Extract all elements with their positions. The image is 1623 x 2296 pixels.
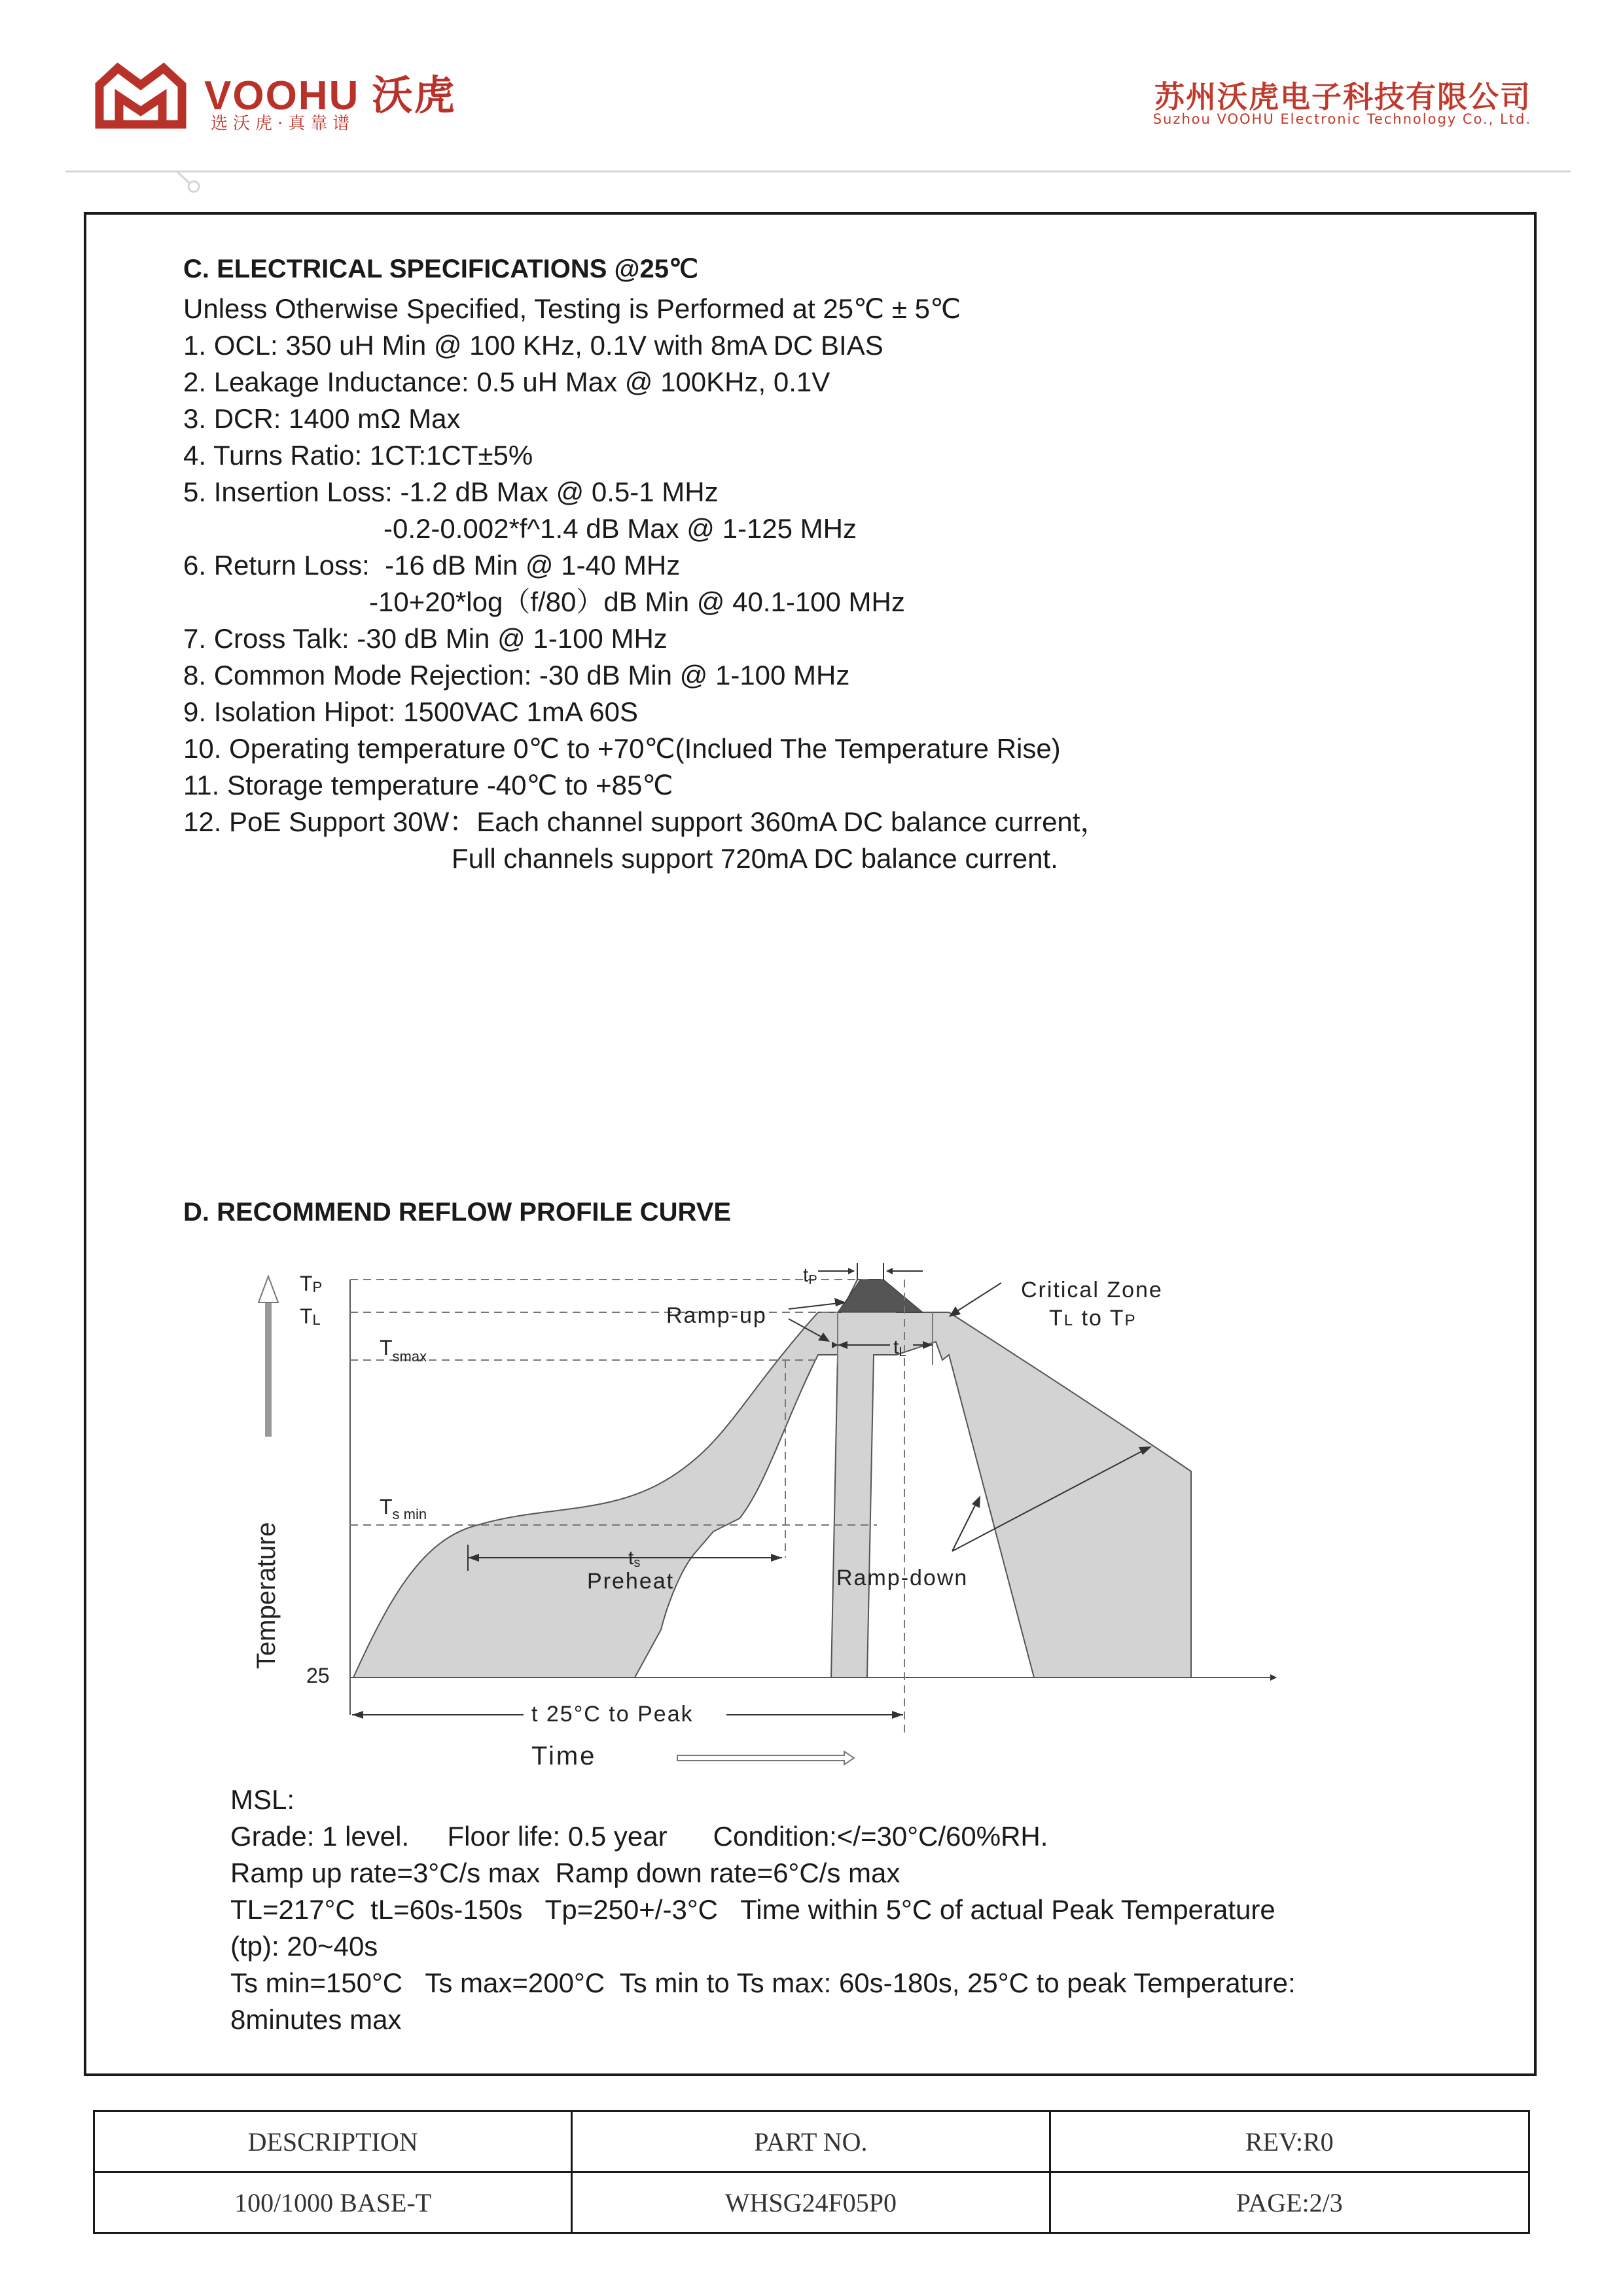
critical-zone-label: Critical Zone [1021, 1278, 1163, 1302]
footer-value-row [94, 2172, 1529, 2233]
footer-header-row [94, 2111, 1529, 2172]
y-label-tsmax: $T_{smax}$ [380, 1336, 427, 1365]
spec-line: 9. Isolation Hipot: 1500VAC 1mA 60S [183, 696, 638, 727]
ramp-down-arrow-1 [952, 1499, 978, 1551]
preheat-label: Preheat [587, 1569, 675, 1594]
spec-line: Unless Otherwise Specified, Testing is Performed at 25℃ ± 5℃ [183, 293, 961, 324]
ts-arrowhead-right [771, 1554, 782, 1562]
t25-peak-arrowhead-left [352, 1711, 363, 1719]
footer-header-description: DESCRIPTION [94, 2111, 572, 2172]
tl-label: tL [893, 1336, 906, 1359]
msl-line: TL=217°C tL=60s-150s Tp=250+/-3°C Time within 5°C of actual Peak Temperature [230, 1894, 1275, 1925]
reflow-area-fill [353, 1280, 1191, 1677]
msl-line: (tp): 20~40s [230, 1931, 378, 1962]
logo-text: VOOHU 沃虎 [204, 73, 456, 118]
header-divider [65, 169, 1571, 195]
logo-slogan: 选沃虎·真靠谱 [211, 114, 355, 134]
x-axis-title: Time [531, 1742, 597, 1770]
y-axis-title: Temperature [252, 1522, 281, 1669]
spec-line: -0.2-0.002*f^1.4 dB Max @ 1-125 MHz [383, 513, 857, 544]
spec-line: 10. Operating temperature 0℃ to +70℃(Inclued The Temperature Rise) [183, 733, 1061, 764]
y-label-tl: TL [300, 1304, 321, 1328]
spec-line: 7. Cross Talk: -30 dB Min @ 1-100 MHz [183, 623, 668, 654]
t25-peak-arrowhead-right [892, 1711, 903, 1719]
spec-line: 11. Storage temperature -40℃ to +85℃ [183, 770, 673, 800]
footer-description-value: 100/1000 BASE-T [94, 2172, 572, 2233]
company-name-cn: 苏州沃虎电子科技有限公司 [1154, 79, 1531, 115]
footer-page-value: PAGE:2/3 [1050, 2172, 1529, 2233]
msl-line: MSL: [230, 1784, 295, 1815]
ramp-down-label: Ramp-down [836, 1566, 969, 1590]
spec-line: 12. PoE Support 30W：Each channel support 360mA DC balance current， [183, 806, 1108, 837]
footer-title-block [93, 2110, 1530, 2234]
spec-line: 8. Common Mode Rejection: -30 dB Min @ 1-100 MHz [183, 660, 850, 691]
footer-part-no-value: WHSG24F05P0 [572, 2172, 1050, 2233]
electrical-spec-title: C. ELECTRICAL SPECIFICATIONS @25℃ [183, 255, 698, 283]
time-arrow-icon [677, 1751, 854, 1765]
reflow-profile-chart [242, 1263, 1289, 1780]
critical-zone-range-label: TL to TP [1049, 1306, 1137, 1331]
footer-header-rev: REV:R0 [1050, 2111, 1529, 2172]
y-label-tsmin: $T_{s min}$ [380, 1495, 427, 1522]
spec-line: 6. Return Loss: -16 dB Min @ 1-40 MHz [183, 550, 681, 581]
msl-line: Ts min=150°C Ts max=200°C Ts min to Ts max: 60s-180s, 25°C to peak Temperature: [230, 1967, 1296, 1998]
tp-label: tP [803, 1265, 817, 1287]
page-header [0, 0, 1623, 209]
ramp-down-arrowhead-1 [972, 1496, 980, 1508]
y-label-tp: TP [300, 1272, 323, 1295]
footer-header-part-no: PART NO. [572, 2111, 1050, 2172]
company-name-en: Suzhou VOOHU Electronic Technology Co., Ltd. [1152, 111, 1531, 127]
t25-peak-label: t 25°C to Peak [531, 1702, 694, 1727]
reflow-profile-title: D. RECOMMEND REFLOW PROFILE CURVE [183, 1198, 732, 1227]
spec-line: 5. Insertion Loss: -1.2 dB Max @ 0.5-1 MHz [183, 476, 719, 507]
spec-line: 1. OCL: 350 uH Min @ 100 KHz, 0.1V with 8mA DC BIAS [183, 330, 883, 361]
spec-line: -10+20*log（f/80）dB Min @ 40.1-100 MHz [369, 586, 905, 617]
y-label-25: 25 [306, 1664, 330, 1687]
spec-line: 3. DCR: 1400 mΩ Max [183, 403, 461, 434]
ramp-up-label: Ramp-up [666, 1303, 767, 1328]
voohu-logo-icon [92, 59, 190, 131]
critical-zone-arrowhead [949, 1306, 961, 1317]
msl-line: 8minutes max [230, 2004, 402, 2035]
critical-zone-arrow [952, 1283, 1001, 1314]
msl-notes [230, 1782, 1513, 2038]
spec-line: Full channels support 720mA DC balance current. [452, 843, 1058, 874]
spec-line: 2. Leakage Inductance: 0.5 uH Max @ 100KHz, 0.1V [183, 367, 830, 397]
temperature-arrowhead-icon [259, 1276, 278, 1302]
msl-line: Ramp up rate=3°C/s max Ramp down rate=6°C/s max [230, 1857, 901, 1888]
ts-label: ts [628, 1547, 641, 1570]
msl-line: Grade: 1 level. Floor life: 0.5 year Condition:</=30°C/60%RH. [230, 1821, 1048, 1852]
spec-line: 4. Turns Ratio: 1CT:1CT±5% [183, 440, 533, 471]
